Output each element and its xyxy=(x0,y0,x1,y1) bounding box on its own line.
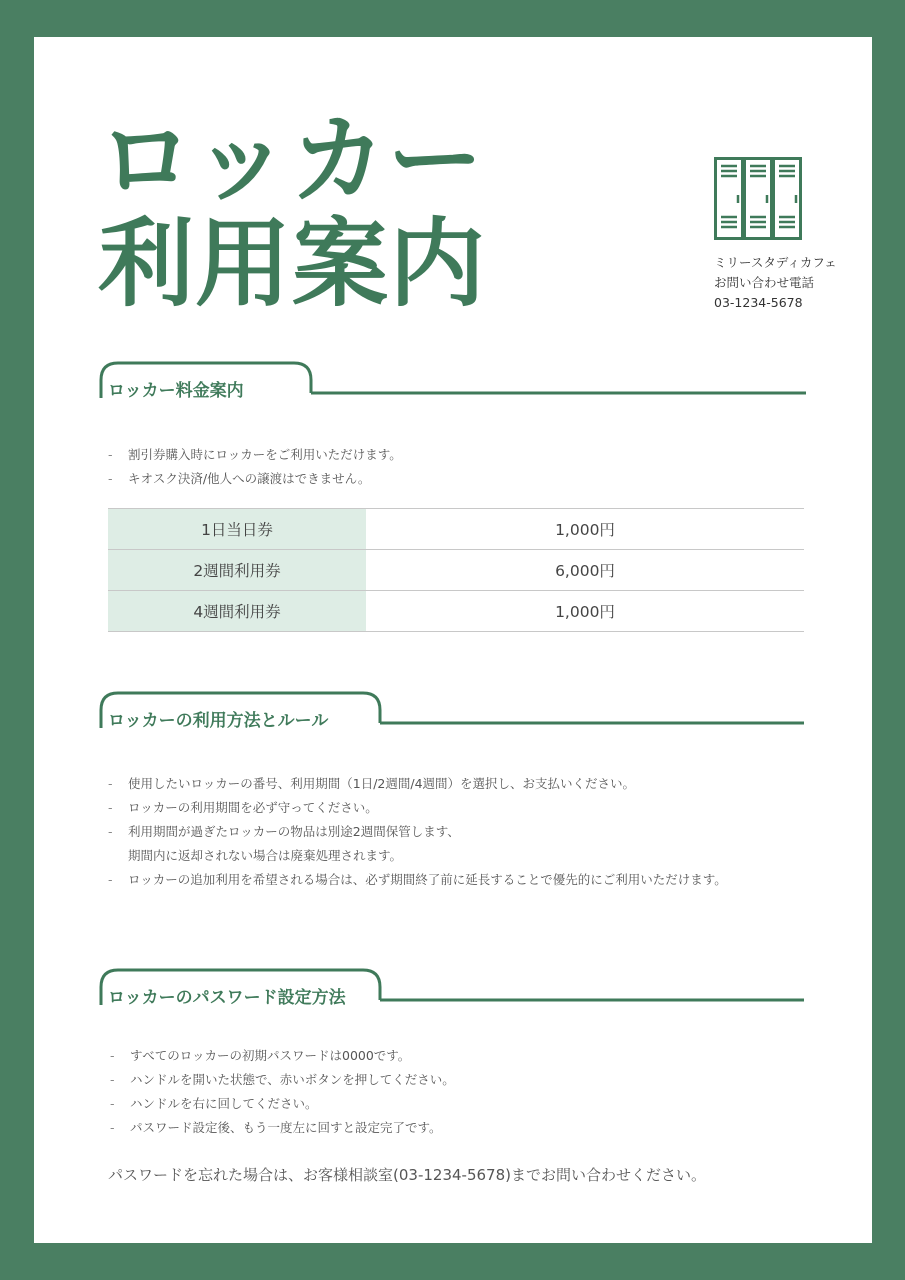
list-item: - 割引券購入時にロッカーをご利用いただけます。 xyxy=(108,443,402,467)
list-item: - パスワード設定後、もう一度左に回すと設定完了です。 xyxy=(110,1116,455,1140)
password-notes xyxy=(110,1044,455,1140)
table-row xyxy=(108,591,804,632)
list-item: - 使用したいロッカーの番号、利用期間（1日/2週間/4週間）を選択し、お支払いください。 xyxy=(108,772,727,796)
table-row xyxy=(108,509,804,550)
ticket-name: 2週間利用券 xyxy=(108,550,366,591)
list-item: - すべてのロッカーの初期パスワードは0000です。 xyxy=(110,1044,455,1068)
fees-section-heading xyxy=(98,360,808,400)
list-item xyxy=(108,820,727,868)
contact-label: お問い合わせ電話 xyxy=(714,275,815,290)
list-item-line: - 利用期間が過ぎたロッカーの物品は別途2週間保管します、 xyxy=(128,824,460,839)
ticket-price: 1,000円 xyxy=(366,509,804,550)
contact-info xyxy=(714,253,837,313)
ticket-price: 6,000円 xyxy=(366,550,804,591)
fees-heading: ロッカー料金案内 xyxy=(108,381,244,401)
rules-notes xyxy=(108,772,727,892)
list-item: - ロッカーの追加利用を希望される場合は、必ず期間終了前に延長することで優先的にご利用いただけます。 xyxy=(108,868,727,892)
password-heading: ロッカーのパスワード設定方法 xyxy=(108,988,346,1008)
list-item: - ハンドルを右に回してください。 xyxy=(110,1092,455,1116)
fee-table xyxy=(108,508,804,632)
ticket-price: 1,000円 xyxy=(366,591,804,632)
ticket-name: 4週間利用券 xyxy=(108,591,366,632)
contact-phone: 03-1234-5678 xyxy=(714,295,803,310)
locker-icon xyxy=(714,157,802,243)
title-line-1: ロッカー xyxy=(98,104,485,216)
list-item: - ハンドルを開いた状態で、赤いボタンを押してください。 xyxy=(110,1068,455,1092)
title-line-2: 利用案内 xyxy=(98,208,486,320)
rules-heading: ロッカーの利用方法とルール xyxy=(108,711,329,731)
fees-notes xyxy=(108,443,402,491)
forgot-password-note: パスワードを忘れた場合は、お客様相談室(03-1234-5678)までお問い合わせください。 xyxy=(108,1166,706,1184)
table-row xyxy=(108,550,804,591)
ticket-name: 1日当日券 xyxy=(108,509,366,550)
rules-section-heading xyxy=(98,690,808,730)
password-section-heading xyxy=(98,967,808,1007)
list-item: - キオスク決済/他人への譲渡はできません。 xyxy=(108,467,402,491)
cafe-name: ミリースタディカフェ xyxy=(714,255,837,270)
page-title xyxy=(98,104,486,320)
list-item: - ロッカーの利用期間を必ず守ってください。 xyxy=(108,796,727,820)
list-item-line: 期間内に返却されない場合は廃棄処理されます。 xyxy=(128,848,403,863)
